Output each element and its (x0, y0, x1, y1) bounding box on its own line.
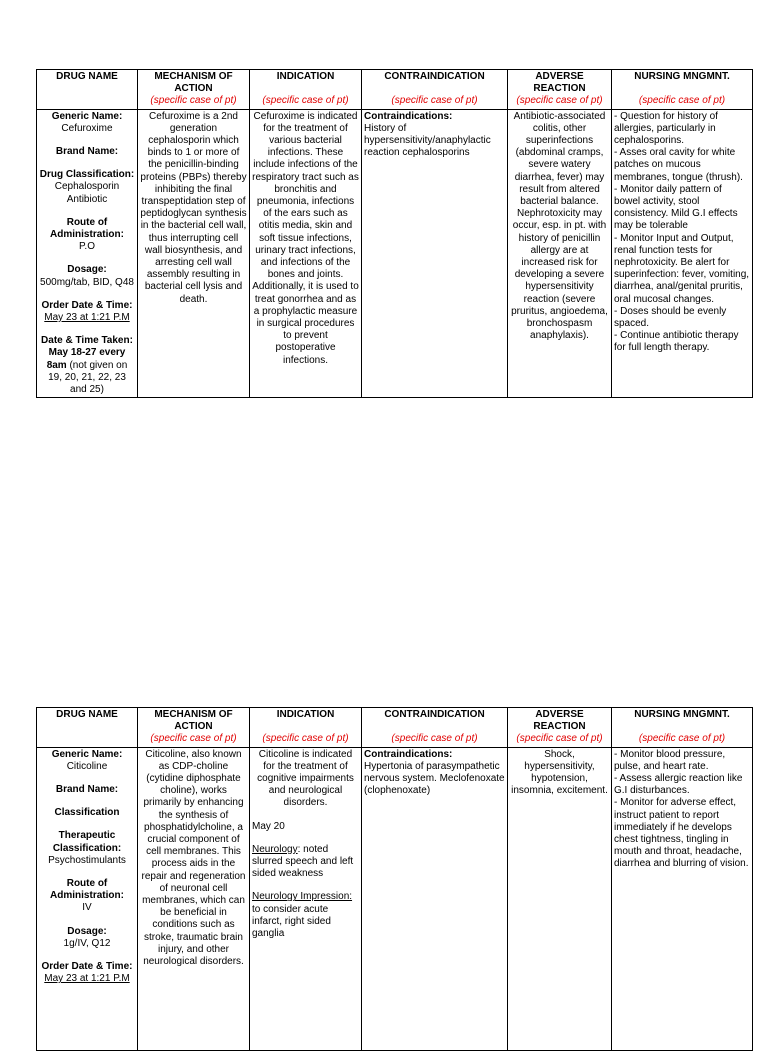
therapeutic-class-label: Therapeutic Classification: (52, 830, 122, 854)
mechanism-cell: Citicoline, also known as CDP-choline (cytidine diphosphate choline), works primarily by enhancing the synthesis of phosphatidylcholine, a crucial component of cell membranes. This process aids in the repair and regeneration of neuronal cell membranes, which can be beneficial in conditions such as stroke, traumatic brain injury, and other neurological disorders. (138, 747, 250, 1050)
subheader-specific-case: (specific case of pt) (508, 733, 612, 747)
brand-name-label: Brand Name: (55, 146, 119, 158)
route-value: IV (82, 902, 92, 914)
mechanism-cell: Cefuroxime is a 2nd generation cephalosporin which binds to 1 or more of the penicillin-binding proteins (PBPs) thereby inhibiting the final transpeptidation step of peptidoglycan synthesis in the bacterial cell wall, thus interrupting cell wall biosynthesis, and arresting cell wall assembly resulting in bacterial cell lysis and death. (138, 109, 250, 398)
order-date-value: May 23 at 1:21 P.M (44, 312, 130, 324)
header-contraindication: CONTRAINDICATION (362, 70, 508, 96)
dosage-label: Dosage: (67, 264, 107, 276)
order-date-label: Order Date & Time: (41, 299, 133, 311)
header-mechanism: MECHANISM OF ACTION (138, 70, 250, 96)
subheader-drug-name (37, 95, 138, 109)
adverse-reaction-cell: Antibiotic-associated colitis, other superinfections (abdominal cramps, severe watery diarrhea, fever) may result from altered bacterial balance. Nephrotoxicity may occur, esp. in pt. with history of penicillin allergy are at increased risk for developing a severe hypersensitivity reaction (severe pruritus, angioedema, bronchospasm anaphylaxis). (508, 109, 612, 398)
header-adverse-reaction: ADVERSE REACTION (508, 70, 612, 96)
subheader-specific-case: (specific case of pt) (362, 733, 508, 747)
header-indication: INDICATION (250, 708, 362, 734)
neurology-label: Neurology (252, 843, 298, 855)
indication-cell (250, 747, 362, 1050)
date-taken-value: May 18-27 every 8am (46, 347, 126, 371)
header-drug-name: DRUG NAME (37, 708, 138, 734)
classification-label: Classification (54, 807, 120, 819)
subheader-specific-case: (specific case of pt) (612, 95, 753, 109)
route-label: Route of Administration: (50, 216, 124, 241)
classification-value: Cephalosporin Antibiotic (54, 181, 120, 205)
nursing-item: - Continue antibiotic therapy for full length therapy. (614, 330, 739, 354)
generic-name-label: Generic Name: (51, 748, 123, 760)
contraindication-cell (362, 109, 508, 398)
nursing-item: - Assess allergic reaction like G.I disturbances. (614, 773, 743, 797)
contraindication-label: Contraindications: (364, 110, 453, 122)
generic-name-value: Citicoline (66, 760, 108, 772)
header-nursing-management: NURSING MNGMNT. (612, 70, 753, 96)
nursing-item: - Question for history of allergies, particularly in cephalosporins. (614, 110, 718, 147)
nursing-item: - Monitor blood pressure, pulse, and heart rate. (614, 748, 726, 772)
impression-label: Neurology Impression: (252, 891, 353, 903)
contraindication-text: Hypertonia of parasympathetic nervous system. Meclofenoxate (clophenoxate) (364, 760, 505, 797)
nursing-item: - Monitor Input and Output, renal function tests for nephrotoxicity. Be alert for superinfection: fever, vomiting, diarrhea, anal/genital pruritis, oral mucosal changes. (614, 232, 750, 305)
subheader-drug-name (37, 733, 138, 747)
indication-text: Citicoline is indicated for the treatment of cognitive impairments and neurological disorders. (257, 748, 354, 809)
order-date-label: Order Date & Time: (41, 961, 133, 973)
contraindication-text: History of hypersensitivity/anaphylactic reaction cephalosporins (364, 122, 491, 159)
header-drug-name: DRUG NAME (37, 70, 138, 96)
subheader-specific-case: (specific case of pt) (612, 733, 753, 747)
dosage-value: 1g/IV, Q12 (63, 937, 111, 949)
header-mechanism: MECHANISM OF ACTION (138, 708, 250, 734)
date-taken-note: (not given on 19, 20, 21, 22, 23 and 25) (48, 359, 128, 396)
nursing-management-cell (612, 747, 753, 1050)
drug-table-cefuroxime (36, 69, 753, 398)
indication-date: May 20 (252, 820, 285, 832)
drug-table-citicoline (36, 707, 753, 1051)
indication-cell: Cefuroxime is indicated for the treatment of various bacterial infections. These include infections of the respiratory tract such as bronchitis and pneumonia, infections of the ears such as otitis media, skin and soft tissue infections, urinary tract infections, and infections of the bones and joints. Additionally, it is used to treat gonorrhea and as a prophylactic measure in surgical procedures to prevent postoperative infections. (250, 109, 362, 398)
route-label: Route of Administration: (50, 878, 124, 902)
header-nursing-management: NURSING MNGMNT. (612, 708, 753, 734)
subheader-specific-case: (specific case of pt) (508, 95, 612, 109)
dosage-value: 500mg/tab, BID, Q48 (40, 276, 134, 288)
subheader-specific-case: (specific case of pt) (362, 95, 508, 109)
route-value: P.O (79, 241, 95, 253)
neurology-text: : noted slurred speech and left sided weakness (252, 843, 354, 880)
impression-text: to consider acute infarct, right sided ganglia (252, 903, 331, 940)
contraindication-label: Contraindications: (364, 748, 453, 760)
adverse-reaction-cell: Shock, hypersensitivity, hypotension, insomnia, excitement. (508, 747, 612, 1050)
generic-name-label: Generic Name: (51, 110, 123, 122)
order-date-value: May 23 at 1:21 P.M (44, 973, 130, 985)
header-indication: INDICATION (250, 70, 362, 96)
nursing-item: - Doses should be evenly spaced. (614, 305, 727, 330)
brand-name-label: Brand Name: (55, 784, 119, 796)
header-contraindication: CONTRAINDICATION (362, 708, 508, 734)
subheader-specific-case: (specific case of pt) (138, 733, 250, 747)
generic-name-value: Cefuroxime (61, 122, 113, 134)
contraindication-cell (362, 747, 508, 1050)
nursing-management-cell (612, 109, 753, 398)
date-taken-label: Date & Time Taken: (41, 335, 133, 347)
drug-info-cell (37, 747, 138, 1050)
nursing-item: - Monitor for adverse effect, instruct patient to report immediately if he develops chest tightness, tingling in mouth and throat, headache, diarrhea and blurring of vision. (614, 797, 749, 870)
subheader-specific-case: (specific case of pt) (250, 733, 362, 747)
classification-label: Drug Classification: (39, 169, 135, 181)
drug-info-cell (37, 109, 138, 398)
header-adverse-reaction: ADVERSE REACTION (508, 708, 612, 734)
nursing-item: - Asses oral cavity for white patches on mucous membranes, tongue (thrush). (614, 147, 743, 183)
dosage-label: Dosage: (67, 925, 107, 937)
subheader-specific-case: (specific case of pt) (250, 95, 362, 109)
nursing-item: - Monitor daily pattern of bowel activity, stool consistency. Mild G.I effects may be tolerable (614, 183, 738, 232)
subheader-specific-case: (specific case of pt) (138, 95, 250, 109)
therapeutic-class-value: Psychostimulants (48, 854, 126, 866)
